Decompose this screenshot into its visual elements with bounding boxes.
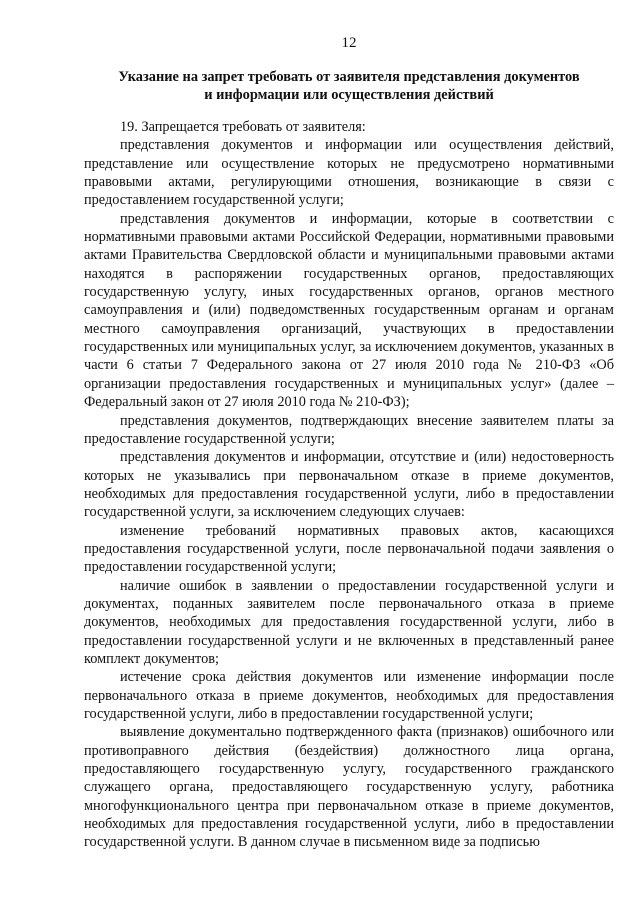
document-page bbox=[84, 34, 614, 852]
paragraph-exception-erroneous-action: выявление документально подтвержденного факта (признаков) ошибочного или противоправного действия (бездействия) должностного лица органа, предоставляющего государственную услугу, государственного гражданского служащего органа, предоставляющего государственную услугу, работника многофункционального центра при первоначальном отказе в приеме документов, необходимых для предоставления государственной услуги, либо в предоставлении государственной услуги. В данном случае в письменном виде за подписью bbox=[84, 724, 614, 851]
section-heading-line-1: Указание на запрет требовать от заявителя представления документов bbox=[118, 69, 580, 85]
paragraph-prohibition-missing-info: представления документов и информации, отсутствие и (или) недостоверность которых не указывались при первоначальном отказе в приеме документов, необходимых для предоставления государственной услуги, либо в предоставлении государственной услуги, за исключением следующих случаев: bbox=[84, 449, 614, 521]
paragraph-prohibition-documents-in-possession: представления документов и информации, которые в соответствии с нормативными правовыми актами Российской Федерации, нормативными правовыми актами Правительства Свердловской области и муниципальными правовыми актами находятся в распоряжении государственных органов, предоставляющих государственную услугу, иных государственных органов, органов местного самоуправления и (или) подведомственных государственным органам и органам местного самоуправления организаций, участвующих в предоставлении государственных или муниципальных услуг, за исключением документов, указанных в части 6 статьи 7 Федерального закона от 27 июля 2010 года № 210-ФЗ «Об организации предоставления государственных и муниципальных услуг» (далее – Федеральный закон от 27 июля 2010 года № 210-ФЗ); bbox=[84, 210, 614, 411]
document-body bbox=[84, 118, 614, 852]
paragraph-prohibition-payment-proof: представления документов, подтверждающих внесение заявителем платы за предоставление государственной услуги; bbox=[84, 412, 614, 447]
paragraph-exception-errors: наличие ошибок в заявлении о предоставлении государственной услуги и документах, поданных заявителем после первоначального отказа в приеме документов, необходимых для предоставления государственной услуги, либо в предоставлении государственной услуги и не включенных в представленный ранее комплект документов; bbox=[84, 577, 614, 667]
paragraph-prohibition-actions: представления документов и информации или осуществления действий, представление или осуществление которых не предусмотрено нормативными правовыми актами, регулирующими отношения, возникающие в связи с предоставлением государственной услуги; bbox=[84, 137, 614, 209]
paragraph-exception-expiry: истечение срока действия документов или изменение информации после первоначального отказа в приеме документов, необходимых для предоставления государственной услуги, либо в предоставлении государственной услуги; bbox=[84, 669, 614, 722]
section-heading bbox=[84, 68, 614, 104]
paragraph-item-19: 19. Запрещается требовать от заявителя: bbox=[120, 119, 366, 135]
page-number: 12 bbox=[341, 35, 357, 51]
section-heading-line-2: и информации или осуществления действий bbox=[204, 87, 494, 103]
paragraph-exception-requirement-change: изменение требований нормативных правовых актов, касающихся предоставления государственной услуги, после первоначальной подачи заявления о предоставлении государственной услуги; bbox=[84, 522, 614, 576]
